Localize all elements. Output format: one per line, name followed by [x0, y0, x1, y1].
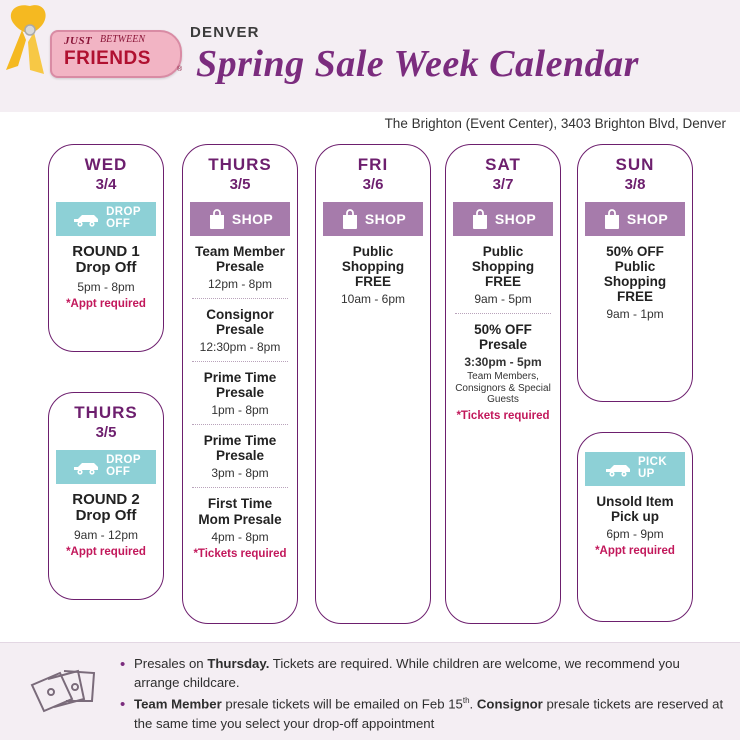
car-icon — [603, 459, 633, 479]
calendar-event — [323, 244, 423, 306]
event-requirement-note: *Tickets required — [193, 547, 287, 560]
page-header — [0, 0, 740, 112]
event-time: 6pm - 9pm — [606, 527, 664, 542]
calendar-event — [585, 494, 685, 557]
event-time: 12:30pm - 8pm — [199, 339, 281, 354]
badge-shop — [190, 202, 290, 236]
badge-drop — [56, 450, 156, 484]
badge-pick — [585, 452, 685, 486]
badge-shop — [585, 202, 685, 236]
event-time: 9am - 1pm — [606, 306, 664, 321]
event-time: 9am - 5pm — [474, 291, 532, 306]
calendar-event — [585, 244, 685, 321]
event-title: Public Shopping FREE — [471, 243, 535, 289]
day-date: 3/8 — [624, 175, 646, 193]
day-card[interactable] — [577, 432, 693, 622]
logo-registered-mark: ® — [177, 66, 183, 73]
event-title: 50% OFF Presale — [474, 321, 532, 352]
day-column-sun — [577, 144, 693, 622]
page-title: Spring Sale Week Calendar — [196, 43, 639, 85]
event-requirement-note: *Appt required — [66, 298, 146, 311]
badge-label: SHOP — [364, 210, 407, 227]
event-time: 4pm - 8pm — [211, 529, 269, 544]
day-column-fri — [315, 144, 431, 624]
bag-icon — [207, 208, 227, 230]
divider — [192, 361, 288, 362]
event-title: Public Shopping FREE — [341, 243, 405, 289]
day-card[interactable] — [182, 144, 298, 624]
car-icon — [71, 457, 101, 477]
logo-text-just: JUST — [64, 35, 93, 47]
day-card[interactable] — [48, 392, 164, 600]
day-column-wed — [48, 144, 164, 600]
badge-shop — [323, 202, 423, 236]
day-column-sat — [445, 144, 561, 624]
event-title: Prime Time Presale — [203, 433, 277, 464]
car-icon — [71, 209, 101, 229]
divider — [192, 424, 288, 425]
bag-icon — [340, 208, 360, 230]
event-title: Team Member Presale — [195, 243, 285, 274]
event-title: ROUND 2 Drop Off — [72, 490, 140, 525]
calendar-event — [56, 244, 156, 311]
day-date: 3/6 — [362, 175, 384, 193]
page-footer — [0, 642, 740, 740]
event-title: First Time Mom Presale — [198, 496, 282, 527]
calendar-event — [453, 322, 553, 422]
calendar-event — [453, 244, 553, 306]
day-card[interactable] — [445, 144, 561, 624]
event-title: Unsold Item Pick up — [596, 494, 674, 525]
event-time: 1pm - 8pm — [211, 403, 269, 418]
day-name: FRI — [357, 155, 389, 174]
calendar-event — [190, 370, 290, 417]
badge-label: DROP OFF — [106, 453, 141, 478]
bag-icon — [470, 208, 490, 230]
calendar-event — [56, 492, 156, 559]
calendar-event — [190, 307, 290, 354]
day-card[interactable] — [48, 144, 164, 352]
day-name: SUN — [615, 155, 655, 174]
event-title: Consignor Presale — [206, 306, 274, 337]
badge-label: SHOP — [626, 210, 669, 227]
day-date: 3/5 — [229, 175, 251, 193]
event-requirement-note: *Tickets required — [456, 409, 550, 422]
day-date: 3/4 — [95, 175, 117, 193]
event-time: 9am - 12pm — [73, 528, 139, 543]
day-column-thurs — [182, 144, 298, 624]
divider — [192, 298, 288, 299]
calendar-event — [190, 244, 290, 291]
logo-text-between: BETWEEN — [100, 34, 145, 45]
venue-address: The Brighton (Event Center), 3403 Brighton Blvd, Denver — [384, 116, 726, 131]
event-time: 5pm - 8pm — [77, 280, 135, 295]
calendar-event — [190, 433, 290, 480]
badge-drop — [56, 202, 156, 236]
event-title: 50% OFF Public Shopping FREE — [603, 243, 667, 304]
day-date: 3/7 — [492, 175, 514, 193]
footer-note-item: • Presales on Thursday. Tickets are required. While children are welcome, we recommend you arrange childcare. — [120, 655, 728, 692]
day-card[interactable] — [315, 144, 431, 624]
tickets-icon — [26, 665, 104, 721]
calendar-board — [0, 138, 740, 638]
day-name: THURS — [208, 155, 272, 174]
bag-icon — [602, 208, 622, 230]
day-name: SAT — [485, 155, 521, 174]
day-name: THURS — [74, 403, 138, 422]
footer-notes — [120, 655, 728, 736]
city-label: DENVER — [190, 24, 260, 41]
badge-label: DROP OFF — [106, 205, 141, 230]
event-requirement-note: *Appt required — [595, 545, 675, 558]
event-time: 10am - 6pm — [340, 291, 406, 306]
event-title: Prime Time Presale — [203, 369, 277, 401]
event-subnote: Team Members, Consignors & Special Guests — [455, 371, 551, 406]
divider — [455, 313, 551, 314]
logo-text-friends: FRIENDS — [64, 48, 151, 69]
day-card[interactable] — [577, 144, 693, 402]
event-time: 3pm - 8pm — [211, 466, 269, 481]
day-name: WED — [84, 155, 128, 174]
event-time: 3:30pm - 5pm — [464, 355, 542, 370]
footer-note-item: • Team Member presale tickets will be emailed on Feb 15th. Consignor presale tickets are reserved at the same time you select your drop-off appointment — [120, 695, 728, 733]
badge-label: PICK UP — [637, 456, 668, 480]
event-time: 12pm - 8pm — [207, 276, 273, 291]
calendar-event — [190, 496, 290, 559]
badge-label: SHOP — [231, 210, 274, 227]
day-date: 3/5 — [95, 423, 117, 441]
badge-label: SHOP — [494, 210, 537, 227]
brand-logo — [14, 22, 182, 84]
badge-shop — [453, 202, 553, 236]
divider — [192, 487, 288, 488]
event-title: ROUND 1 Drop Off — [72, 242, 140, 277]
event-requirement-note: *Appt required — [66, 546, 146, 559]
